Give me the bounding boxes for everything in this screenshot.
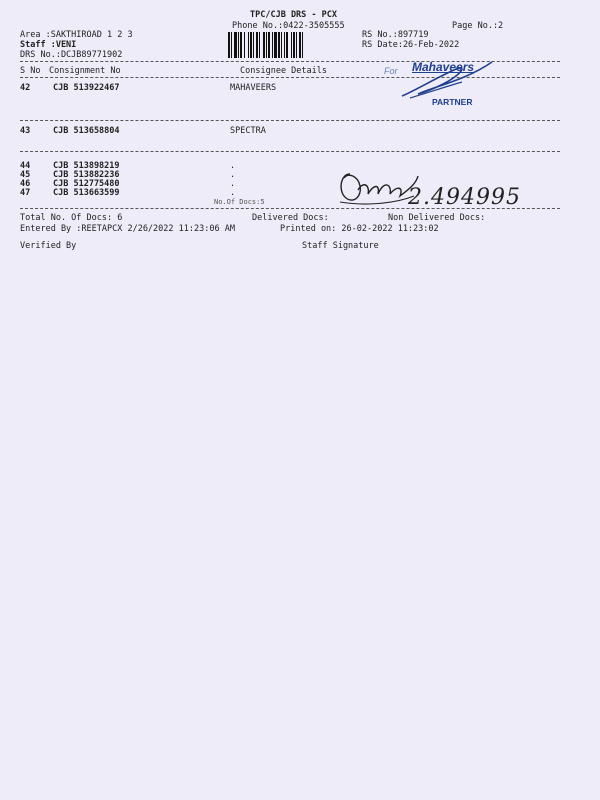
row-consignment: CJB 513882236 [53,170,120,180]
document-title: TPC/CJB DRS - PCX [250,10,337,20]
divider [20,120,560,121]
row-consignee: SPECTRA [230,126,266,136]
row-sno: 46 [20,179,31,189]
staff-label: Staff :VENI [20,40,77,50]
row-consignee: . [230,179,236,189]
row-sno: 43 [20,126,31,136]
area-label: Area :SAKTHIROAD 1 2 3 [20,30,133,40]
no-of-docs-note: No.Of Docs:5 [214,198,265,206]
rs-date: RS Date:26-Feb-2022 [362,40,460,50]
stamp-role: PARTNER [432,97,473,107]
row-consignee: MAHAVEERS [230,83,277,93]
row-consignee: . [230,188,236,198]
page-number: Page No.:2 [452,21,504,31]
verified-by: Verified By [20,241,77,251]
row-sno: 47 [20,188,31,198]
row-consignment: CJB 513663599 [53,188,120,198]
divider [20,151,560,152]
handwritten-number: 2.494995 [408,185,521,210]
row-consignment: CJB 512775480 [53,179,120,189]
row-consignment: CJB 513658804 [53,126,120,136]
column-header-sno: S No [20,66,41,76]
column-header-consignment: Consignment No [49,66,121,76]
printed-on: Printed on: 26-02-2022 11:23:02 [280,224,439,234]
drs-number: DRS No.:DCJB89771902 [20,50,123,60]
row-sno: 42 [20,83,31,93]
barcode-icon [228,32,348,58]
phone-number: Phone No.:0422-3505555 [232,21,345,31]
rs-number: RS No.:897719 [362,30,429,40]
column-header-consignee: Consignee Details [240,66,327,76]
total-docs: Total No. Of Docs: 6 [20,213,123,223]
partner-signature-icon [396,56,500,102]
staff-signature-label: Staff Signature [302,241,379,251]
entered-by: Entered By :REETAPCX 2/26/2022 11:23:06 AM [20,224,235,234]
row-sno: 45 [20,170,31,180]
delivered-docs: Delivered Docs: [252,213,329,223]
row-consignment: CJB 513898219 [53,161,120,171]
row-consignment: CJB 513922467 [53,83,120,93]
stamp-for: For [384,66,398,76]
row-consignee: . [230,161,236,171]
non-delivered-docs: Non Delivered Docs: [388,213,486,223]
row-consignee: . [230,170,236,180]
stamp-company: Mahaveers [412,60,475,74]
row-sno: 44 [20,161,31,171]
